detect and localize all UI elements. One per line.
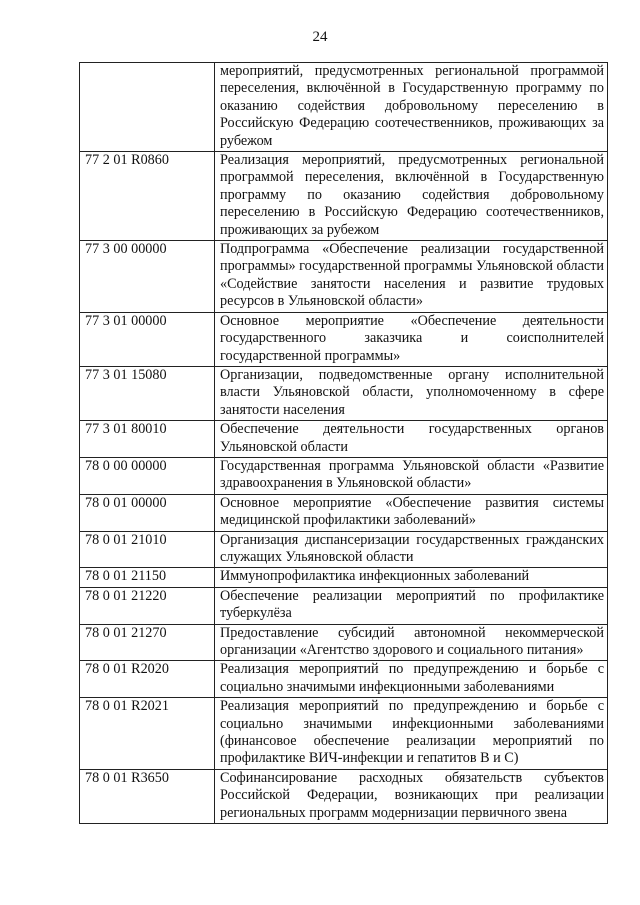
- description-cell: Предоставление субсидий автономной некоммерческой организации «Агентство здорового и социального питания»: [215, 624, 608, 661]
- code-cell: 78 0 01 21220: [80, 587, 215, 624]
- table-row: [80, 152, 608, 241]
- code-cell: 78 0 01 00000: [80, 494, 215, 531]
- code-cell: 77 3 01 00000: [80, 312, 215, 366]
- code-cell: 78 0 01 R3650: [80, 769, 215, 823]
- code-cell: 78 0 01 R2020: [80, 661, 215, 698]
- table-row: [80, 624, 608, 661]
- description-cell: Реализация мероприятий по предупреждению и борьбе с социально значимыми инфекционными заболеваниями: [215, 661, 608, 698]
- budget-code-table: [79, 62, 608, 824]
- table-row: [80, 366, 608, 420]
- description-cell: Реализация мероприятий по предупреждению и борьбе с социально значимыми инфекционными заболеваниями (финансовое обеспечение реализации мероприятий по профилактике ВИЧ-инфекции и гепатитов В и С): [215, 698, 608, 770]
- table-row: [80, 568, 608, 587]
- table-row: [80, 698, 608, 770]
- description-cell: Государственная программа Ульяновской области «Развитие здравоохранения в Ульяновской области»: [215, 457, 608, 494]
- code-cell: 77 3 01 80010: [80, 421, 215, 458]
- table-row: [80, 661, 608, 698]
- description-cell: Основное мероприятие «Обеспечение развития системы медицинской профилактики заболеваний»: [215, 494, 608, 531]
- table-row: [80, 587, 608, 624]
- table-row: [80, 769, 608, 823]
- description-cell: мероприятий, предусмотренных региональной программой переселения, включённой в Государственную программу по оказанию содействия добровольному переселению в Российскую Федерацию соотечественников, проживающих за рубежом: [215, 63, 608, 152]
- description-cell: Обеспечение деятельности государственных органов Ульяновской области: [215, 421, 608, 458]
- description-cell: Реализация мероприятий, предусмотренных региональной программой переселения, включённой в Государственную программу по оказанию содействия добровольному переселению в Российскую Федерацию соотечественников, проживающих за рубежом: [215, 152, 608, 241]
- description-cell: Организация диспансеризации государственных гражданских служащих Ульяновской области: [215, 531, 608, 568]
- code-cell: [80, 63, 215, 152]
- description-cell: Подпрограмма «Обеспечение реализации государственной программы» государственной программы Ульяновской области «Содействие занятости населения и развитие трудовых ресурсов в Ульяновской области»: [215, 241, 608, 313]
- code-cell: 77 3 00 00000: [80, 241, 215, 313]
- description-cell: Софинансирование расходных обязательств субъектов Российской Федерации, возникающих при реализации региональных программ модернизации первичного звена: [215, 769, 608, 823]
- code-cell: 78 0 00 00000: [80, 457, 215, 494]
- table-row: [80, 421, 608, 458]
- code-cell: 78 0 01 21150: [80, 568, 215, 587]
- description-cell: Иммунопрофилактика инфекционных заболеваний: [215, 568, 608, 587]
- table-row: [80, 312, 608, 366]
- code-cell: 78 0 01 21010: [80, 531, 215, 568]
- code-cell: 78 0 01 R2021: [80, 698, 215, 770]
- code-cell: 78 0 01 21270: [80, 624, 215, 661]
- code-cell: 77 3 01 15080: [80, 366, 215, 420]
- table-row: [80, 241, 608, 313]
- page-number: 24: [312, 29, 328, 45]
- table-row: [80, 457, 608, 494]
- table-row: [80, 63, 608, 152]
- table-row: [80, 494, 608, 531]
- table-row: [80, 531, 608, 568]
- description-cell: Основное мероприятие «Обеспечение деятельности государственного заказчика и соисполнителей государственной программы»: [215, 312, 608, 366]
- description-cell: Организации, подведомственные органу исполнительной власти Ульяновской области, уполномоченному в сфере занятости населения: [215, 366, 608, 420]
- code-cell: 77 2 01 R0860: [80, 152, 215, 241]
- description-cell: Обеспечение реализации мероприятий по профилактике туберкулёза: [215, 587, 608, 624]
